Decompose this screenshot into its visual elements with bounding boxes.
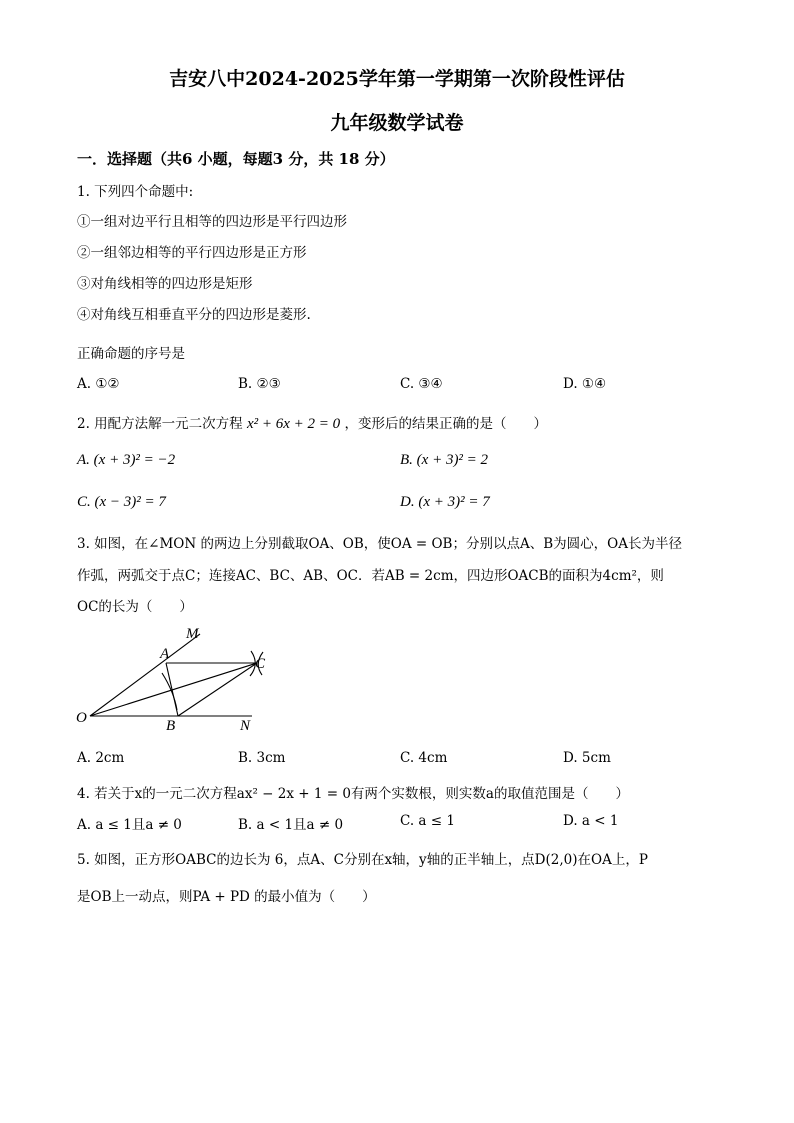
q1-option-d[interactable]: D. ①④ [563,376,607,392]
q3-figure [70,622,290,742]
q1-item-2: ②一组邻边相等的平行四边形是正方形 [77,245,307,261]
q3-option-b[interactable]: B. 3cm [238,750,286,766]
section-heading: 一．选择题（共6 小题，每题3 分，共 18 分） [77,150,395,168]
q5-line-2: 是OB上一动点，则PA + PD 的最小值为（ ） [77,889,376,905]
ray-om [90,634,200,716]
q4-option-b[interactable]: B. a < 1且a ≠ 0 [238,817,344,833]
q1-item-4: ④对角线互相垂直平分的四边形是菱形. [77,307,311,323]
label-n: N [240,718,251,734]
q3-line-3: OC的长为（ ） [77,599,193,615]
q2-equation: x² + 6x + 2 = 0 [246,416,341,432]
segment-oc [90,663,257,716]
q4-stem: 4. 若关于x的一元二次方程ax² − 2x + 1 = 0有两个实数根，则实数a的取值范围是（ ） [77,786,629,802]
label-o: O [76,710,87,726]
q1-stem: 1. 下列四个命题中: [77,184,194,200]
q4-option-a[interactable]: A. a ≤ 1且a ≠ 0 [77,817,182,833]
q2-option-c[interactable]: C. (x − 3)² = 7 [77,494,166,510]
q2-option-d[interactable]: D. (x + 3)² = 7 [400,494,490,510]
q2-stem-prefix: 2. 用配方法解一元二次方程 [77,416,243,432]
q1-option-a[interactable]: A. ①② [77,376,120,392]
q3-line-1: 3. 如图，在∠MON 的两边上分别截取OA、OB，使OA = OB；分别以点A、B为圆心，OA长为半径 [77,536,682,552]
q3-option-c[interactable]: C. 4cm [400,750,448,766]
q4-option-d[interactable]: D. a < 1 [563,813,619,829]
q1-item-1: ①一组对边平行且相等的四边形是平行四边形 [77,214,347,230]
q2-stem-suffix: ，变形后的结果正确的是（ ） [344,416,547,432]
q2-option-b[interactable]: B. (x + 3)² = 2 [400,452,489,468]
label-m: M [186,626,199,642]
q3-line-2: 作弧，两弧交于点C；连接AC、BC、AB、OC．若AB = 2cm，四边形OACB的面积为4cm²，则 [77,568,664,584]
q3-figure-lines [90,634,263,716]
q2-option-a[interactable]: A. (x + 3)² = −2 [77,452,176,468]
q2-stem [77,412,547,433]
q4-option-c[interactable]: C. a ≤ 1 [400,813,455,829]
segment-bc [178,663,257,716]
q1-item-3: ③对角线相等的四边形是矩形 [77,276,253,292]
exam-subtitle: 九年级数学试卷 [330,112,464,134]
q3-option-a[interactable]: A. 2cm [77,750,125,766]
q1-ask: 正确命题的序号是 [77,346,185,362]
label-a: A [160,646,170,662]
q3-option-d[interactable]: D. 5cm [563,750,611,766]
exam-title: 吉安八中2024-2025学年第一学期第一次阶段性评估 [169,68,625,90]
q5-line-1: 5. 如图，正方形OABC的边长为 6，点A、C分别在x轴，y轴的正半轴上，点D(2,0)在OA上，P [77,852,648,868]
label-b: B [166,718,176,734]
q1-option-c[interactable]: C. ③④ [400,376,443,392]
label-c: C [255,656,266,672]
q1-option-b[interactable]: B. ②③ [238,376,281,392]
